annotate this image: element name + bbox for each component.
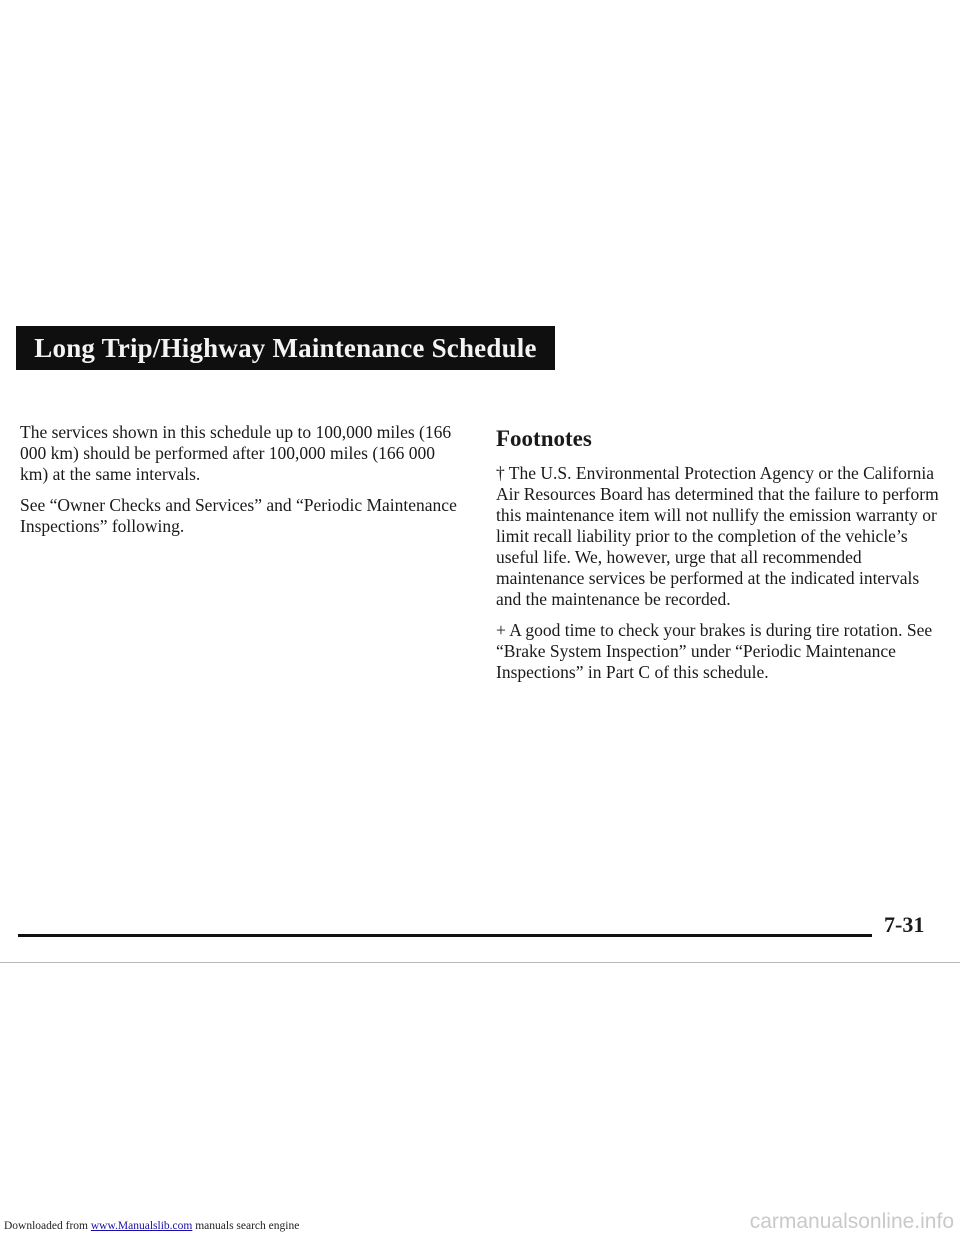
footnotes-column [496,425,941,693]
footnotes-heading: Footnotes [496,426,592,451]
scan-edge-line [0,962,960,963]
footer-rule [18,934,872,937]
intro-paragraph-1: The services shown in this schedule up to 100,000 miles (166 000 km) should be performed after 100,000 miles (166 000 km) at the same intervals. [20,422,452,484]
section-title: Long Trip/Highway Maintenance Schedule [34,332,537,363]
site-watermark: carmanualsonline.info [749,1210,954,1233]
download-prefix: Downloaded from [4,1220,91,1232]
page-number: 7-31 [884,912,925,937]
intro-paragraph-2: See “Owner Checks and Services” and “Periodic Maintenance Inspections” following. [20,495,457,536]
download-suffix: manuals search engine [192,1220,300,1232]
section-title-banner [16,326,555,370]
manualslib-link[interactable]: www.Manualslib.com [90,1220,193,1232]
footnote-dagger: † The U.S. Environmental Protection Agency or the California Air Resources Board has determined that the failure to perform this maintenance item will not nullify the emission warranty or limit recall liability prior to the completion of the vehicle’s useful life. We, however, urge that all recommended maintenance services be performed at the indicated intervals and the maintenance be recorded. [496,463,939,609]
footnote-plus: + A good time to check your brakes is during tire rotation. See “Brake System Inspection” under “Periodic Maintenance Inspections” in Part C of this schedule. [496,620,933,682]
download-source-bar [4,1220,299,1232]
intro-column [20,422,465,547]
